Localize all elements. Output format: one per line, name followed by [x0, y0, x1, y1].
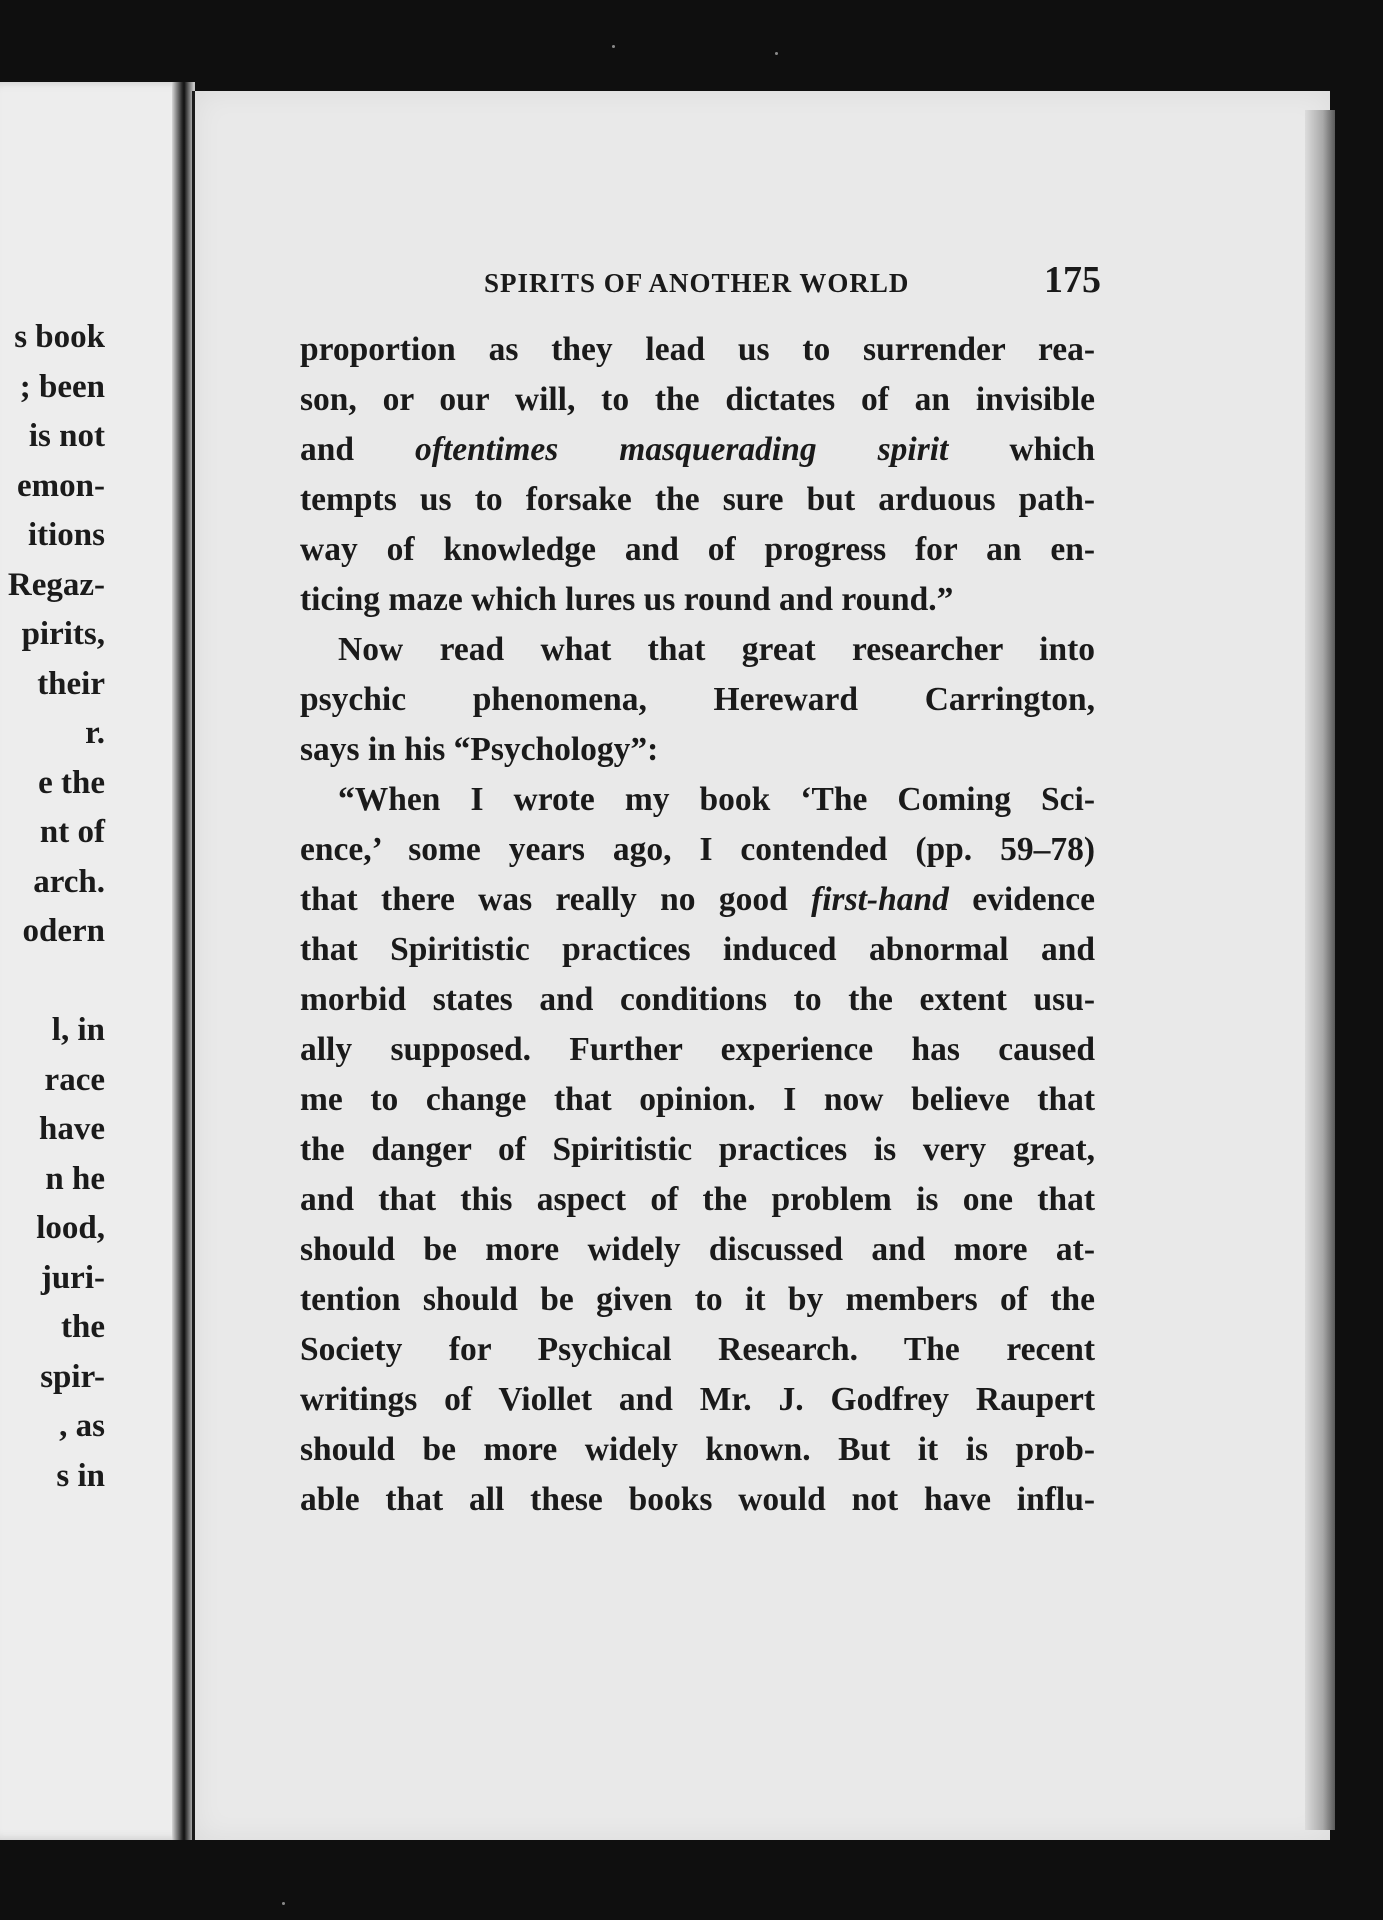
text-line: Society for Psychical Research. The recent: [300, 1331, 1095, 1368]
text-line: [300, 875, 1095, 925]
text-line: Now read what that great researcher into: [338, 631, 1095, 668]
text-run: that there was really no good: [300, 881, 812, 918]
left-fragment: [0, 957, 105, 1007]
left-fragment: r.: [85, 715, 105, 751]
text-line: son, or our will, to the dictates of an invisible: [300, 381, 1095, 418]
left-fragment: juri-: [40, 1259, 105, 1296]
left-fragment: the: [61, 1309, 105, 1345]
text-line: should be more widely known. But it is prob-: [300, 1431, 1095, 1468]
text-line: “When I wrote my book ‘The Coming Sci-: [338, 781, 1095, 818]
left-fragment: arch.: [33, 863, 105, 900]
left-fragment: Regaz-: [7, 566, 105, 603]
text-line: should be more widely discussed and more at-: [300, 1231, 1095, 1268]
page-number: 175: [1044, 259, 1101, 301]
left-fragment: s book: [14, 319, 105, 355]
left-fragment: have: [39, 1111, 105, 1147]
left-fragment: is not: [28, 418, 105, 454]
text-line: that Spiritistic practices induced abnormal and: [300, 931, 1095, 968]
left-page-text: [0, 313, 105, 1501]
left-fragment: race: [44, 1061, 105, 1098]
text-line: [300, 425, 1095, 475]
text-line: writings of Viollet and Mr. J. Godfrey Raupert: [300, 1381, 1095, 1418]
text-line: ally supposed. Further experience has caused: [300, 1031, 1095, 1068]
left-fragment: s in: [56, 1457, 105, 1494]
text-run: which: [948, 431, 1096, 468]
left-fragment: ; been: [19, 368, 105, 405]
text-line: and that this aspect of the problem is one that: [300, 1181, 1095, 1218]
text-line: able that all these books would not have influ-: [300, 1481, 1095, 1518]
italic-phrase: oftentimes masquerading spirit: [415, 431, 949, 468]
text-line: tention should be given to it by members of the: [300, 1281, 1095, 1318]
running-head: [484, 259, 1101, 302]
text-line: the danger of Spiritistic practices is very great,: [300, 1131, 1095, 1168]
page-body: [300, 325, 1095, 1525]
text-line: way of knowledge and of progress for an en-: [300, 531, 1095, 568]
text-line: tempts us to forsake the sure but arduous path-: [300, 481, 1095, 518]
text-run: and: [300, 431, 416, 468]
page-edge: [1305, 110, 1335, 1830]
left-fragment: e the: [38, 764, 105, 801]
text-line: morbid states and conditions to the extent usu-: [300, 981, 1095, 1018]
left-fragment: their: [37, 665, 105, 702]
left-facing-page: [0, 82, 195, 1840]
left-fragment: n he: [45, 1160, 105, 1197]
text-run: evidence: [948, 881, 1095, 918]
left-fragment: pirits,: [21, 616, 105, 652]
left-fragment: spir-: [40, 1358, 105, 1395]
text-line: psychic phenomena, Hereward Carrington,: [300, 681, 1095, 718]
book-gutter: [172, 82, 194, 1840]
left-fragment: l, in: [51, 1012, 105, 1048]
running-title: SPIRITS OF ANOTHER WORLD: [484, 268, 910, 298]
text-line: says in his “Psychology”:: [300, 731, 659, 768]
left-fragment: nt of: [39, 814, 105, 850]
left-fragment: emon-: [17, 467, 105, 504]
left-fragment: , as: [59, 1408, 105, 1444]
italic-phrase: first-hand: [811, 881, 949, 918]
text-line: ence,’ some years ago, I contended (pp. 59–78): [300, 831, 1095, 868]
text-line: me to change that opinion. I now believe that: [300, 1081, 1095, 1118]
text-line: proportion as they lead us to surrender rea-: [300, 331, 1095, 368]
text-line: ticing maze which lures us round and round.”: [300, 581, 954, 618]
left-fragment: odern: [22, 913, 105, 949]
left-fragment: lood,: [36, 1210, 105, 1246]
left-fragment: itions: [27, 517, 105, 553]
